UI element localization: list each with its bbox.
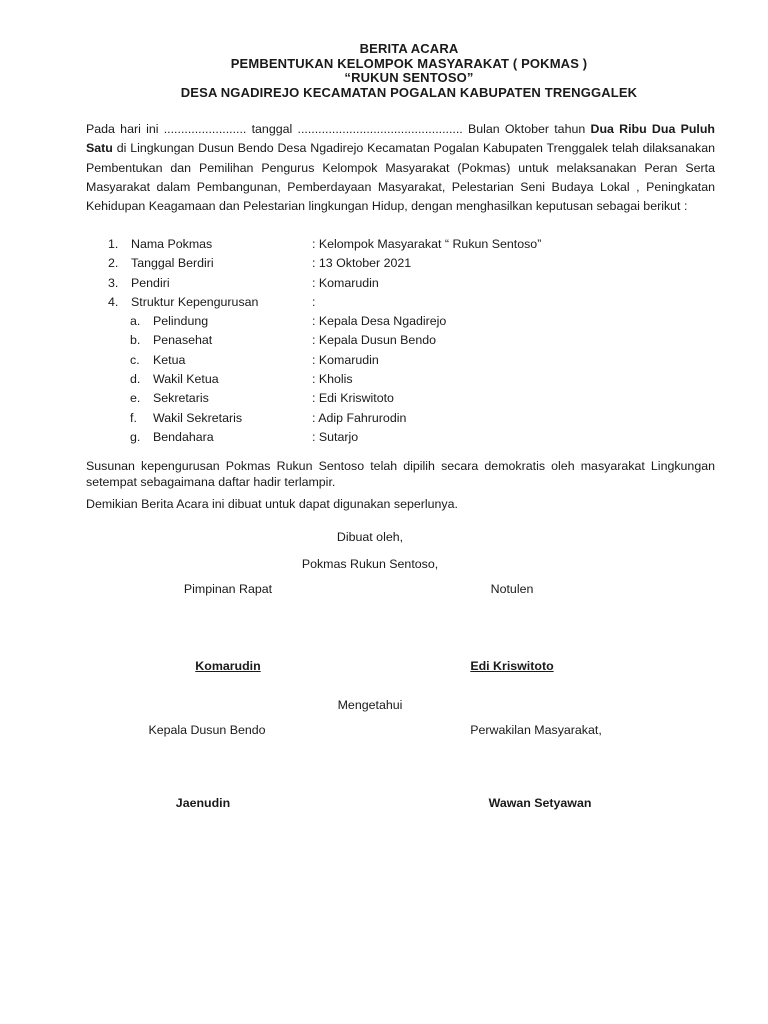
subitem-label: Penasehat	[153, 333, 213, 348]
subitem-value: : Kholis	[312, 372, 353, 387]
item-label: Nama Pokmas	[131, 237, 213, 251]
sub-list-item	[86, 428, 715, 447]
community-representative-name: Wawan Setyawan	[488, 796, 592, 810]
organization-label: Pokmas Rukun Sentoso,	[301, 557, 439, 571]
item-value: :	[312, 294, 316, 309]
decision-list	[86, 235, 715, 447]
subitem-letter: f.	[130, 410, 137, 425]
subitem-value: : Komarudin	[312, 352, 379, 367]
community-representative-role: Perwakilan Masyarakat,	[470, 723, 602, 737]
subitem-label: Sekretaris	[153, 391, 209, 406]
subitem-label: Bendahara	[153, 429, 214, 444]
notulen-role: Notulen	[490, 582, 534, 596]
sub-list-item	[86, 370, 715, 389]
title-line-3: “RUKUN SENTOSO”	[344, 70, 474, 85]
item-value: : 13 Oktober 2021	[312, 256, 412, 271]
intro-text-2: di Lingkungan Dusun Bendo Desa Ngadirejo Kecamatan Pogalan Kabupaten Trenggalek telah dilaksanakan Pembentukan dan Pemilihan Pengurus Kelompok Masyarakat (Pokmas) untuk melaksanakan Peran Serta Masyarakat dalam Pembangunan, Pemberdayaan Masyarakat, Pelestarian Seni Budaya Lokal , Peningkatan Kehidupan Keagamaan dan Pelestarian lingkungan Hidup, dengan menghasilkan keputusan sebagai berikut :	[86, 141, 715, 214]
made-by-label: Dibuat oleh,	[336, 530, 404, 544]
title-line-4: DESA NGADIREJO KECAMATAN POGALAN KABUPATEN TRENGGALEK	[180, 84, 638, 100]
list-item	[86, 293, 715, 312]
subitem-label: Wakil Sekretaris	[153, 410, 243, 425]
document-title	[0, 42, 768, 100]
subitem-label: Wakil Ketua	[153, 372, 219, 387]
subitem-letter: e.	[130, 391, 141, 406]
signature-name: Edi Kriswitoto	[470, 659, 554, 673]
subitem-value: : Adip Fahrurodin	[312, 410, 407, 425]
subitem-label: Ketua	[153, 352, 186, 367]
item-label: Pendiri	[131, 275, 170, 290]
sub-list-item	[86, 409, 715, 428]
subitem-value: : Sutarjo	[312, 429, 359, 444]
acknowledged-label: Mengetahui	[337, 698, 403, 712]
subitem-label: Pelindung	[153, 314, 209, 329]
sub-list-item	[86, 389, 715, 408]
meeting-leader-role: Pimpinan Rapat	[183, 582, 273, 596]
intro-paragraph	[86, 120, 715, 216]
subitem-letter: c.	[130, 352, 140, 367]
signature-name: Komarudin	[195, 659, 261, 673]
meeting-leader-name	[108, 657, 348, 676]
title-line-1: BERITA ACARA	[359, 41, 459, 56]
subitem-value: : Edi Kriswitoto	[312, 391, 394, 406]
notulen-name	[392, 657, 632, 676]
sub-list-item	[86, 331, 715, 350]
item-label: Struktur Kepengurusan	[131, 294, 259, 309]
item-value: : Komarudin	[312, 275, 379, 290]
subitem-letter: b.	[130, 333, 141, 348]
item-label: Tanggal Berdiri	[131, 256, 214, 271]
intro-year: Dua Ribu Dua Puluh Satu	[86, 122, 715, 156]
subitem-value: : Kepala Desa Ngadirejo	[312, 314, 447, 329]
closing-paragraph-2: Demikian Berita Acara ini dibuat untuk dapat digunakan seperlunya.	[86, 497, 458, 511]
list-item	[86, 274, 715, 293]
subitem-value: : Kepala Dusun Bendo	[312, 333, 436, 348]
list-item	[86, 254, 715, 273]
hamlet-head-name: Jaenudin	[175, 796, 231, 810]
item-number: 4.	[108, 294, 119, 309]
sub-list-item	[86, 312, 715, 331]
hamlet-head-role: Kepala Dusun Bendo	[148, 723, 266, 737]
item-number: 3.	[108, 275, 119, 290]
subitem-letter: d.	[130, 372, 141, 387]
closing-paragraph-1: Susunan kepengurusan Pokmas Rukun Sentoso telah dipilih secara demokratis oleh masyarakat Lingkungan setempat sebagaimana daftar hadir terlampir.	[86, 459, 715, 489]
item-value: : Kelompok Masyarakat “ Rukun Sentoso”	[312, 237, 542, 251]
sub-list-item	[86, 351, 715, 370]
subitem-letter: g.	[130, 429, 141, 444]
list-item	[86, 235, 715, 254]
subitem-letter: a.	[130, 314, 141, 329]
item-number: 1.	[108, 237, 119, 251]
item-number: 2.	[108, 256, 119, 271]
intro-text-1: Pada hari ini ........................ tanggal ................................................ Bulan Oktober tahun	[86, 122, 591, 136]
title-line-2: PEMBENTUKAN KELOMPOK MASYARAKAT ( POKMAS )	[230, 55, 588, 71]
